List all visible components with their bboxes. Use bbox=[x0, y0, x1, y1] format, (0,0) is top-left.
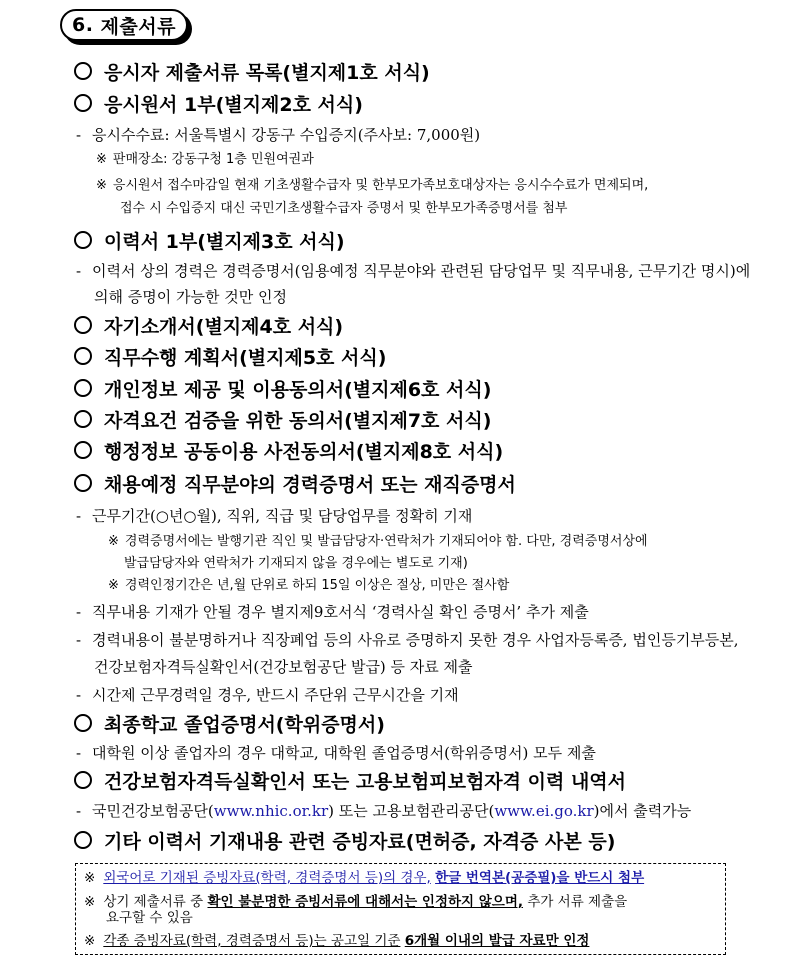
section-title-text: 제출서류 bbox=[100, 15, 176, 38]
item-heading-3: 이력서 1부(별지제3호 서식) bbox=[74, 229, 345, 255]
item-9-detail-3: - 경력내용이 불분명하거나 직장폐업 등의 사유로 증명하지 못한 경우 사업자등록증, 법인등기부등본, bbox=[76, 631, 739, 649]
circle-bullet-icon bbox=[74, 94, 92, 112]
item-heading-7: 자격요건 검증을 위한 동의서(별지제7호 서식) bbox=[74, 408, 491, 434]
item-3-detail-cont: 의해 증명이 가능한 것만 인정 bbox=[94, 288, 287, 306]
item-9-note-2: ※ 경력인정기간은 년,월 단위로 하되 15일 이상은 절상, 미만은 절사함 bbox=[108, 578, 510, 593]
item-heading-1: 응시자 제출서류 목록(별지제1호 서식) bbox=[74, 60, 430, 86]
item-heading-12: 기타 이력서 기재내용 관련 증빙자료(면허증, 자격증 사본 등) bbox=[74, 829, 615, 855]
circle-bullet-icon bbox=[74, 474, 92, 492]
circle-bullet-icon bbox=[74, 410, 92, 428]
notice-line-1: ※ 외국어로 기재된 증빙자료(학력, 경력증명서 등)의 경우, 한글 번역본(공증필)을 반드시 첨부 bbox=[84, 870, 645, 886]
circle-bullet-icon bbox=[74, 62, 92, 80]
item-heading-9: 채용예정 직무분야의 경력증명서 또는 재직증명서 bbox=[74, 472, 516, 498]
notice-line-2-cont: 요구할 수 있음 bbox=[106, 910, 193, 926]
item-heading-10: 최종학교 졸업증명서(학위증명서) bbox=[74, 712, 385, 738]
circle-bullet-icon bbox=[74, 714, 92, 732]
circle-bullet-icon bbox=[74, 831, 92, 849]
item-9-detail-2: - 직무내용 기재가 안될 경우 별지제9호서식 ‘경력사실 확인 증명서’ 추가 제출 bbox=[76, 603, 589, 621]
item-9-detail-3-cont: 건강보험자격득실확인서(건강보험공단 발급) 등 자료 제출 bbox=[94, 658, 473, 676]
item-heading-6: 개인정보 제공 및 이용동의서(별지제6호 서식) bbox=[74, 377, 491, 403]
ei-link[interactable]: www.ei.go.kr bbox=[494, 802, 594, 820]
circle-bullet-icon bbox=[74, 379, 92, 397]
item-heading-2: 응시원서 1부(별지제2호 서식) bbox=[74, 92, 363, 118]
item-9-detail-1: - 근무기간(○년○월), 직위, 직급 및 담당업무를 정확히 기재 bbox=[76, 507, 473, 525]
notice-line-3: ※ 각종 증빙자료(학력, 경력증명서 등)는 공고일 기준 6개월 이내의 발급 자료만 인정 bbox=[84, 933, 590, 949]
circle-bullet-icon bbox=[74, 347, 92, 365]
item-2-detail: - 응시수수료: 서울특별시 강동구 수입증지(주사보: 7,000원) bbox=[76, 126, 481, 144]
section-title bbox=[60, 9, 188, 41]
nhic-link[interactable]: www.nhic.or.kr bbox=[213, 802, 329, 820]
item-2-note-1: ※ 판매장소: 강동구청 1층 민원여권과 bbox=[96, 152, 314, 167]
item-9-detail-4: - 시간제 근무경력일 경우, 반드시 주단위 근무시간을 기재 bbox=[76, 686, 459, 704]
item-heading-8: 행정정보 공동이용 사전동의서(별지제8호 서식) bbox=[74, 439, 503, 465]
item-9-note-1-cont: 발급담당자와 연락처가 기재되지 않을 경우에는 별도로 기재) bbox=[124, 556, 468, 571]
item-heading-5: 직무수행 계획서(별지제5호 서식) bbox=[74, 345, 386, 371]
notice-line-2: ※ 상기 제출서류 중 확인 불분명한 증빙서류에 대해서는 인정하지 않으며, 추가 서류 제출을 bbox=[84, 894, 628, 910]
circle-bullet-icon bbox=[74, 231, 92, 249]
circle-bullet-icon bbox=[74, 771, 92, 789]
circle-bullet-icon bbox=[74, 316, 92, 334]
item-11-detail: - 국민건강보험공단(www.nhic.or.kr) 또는 고용보험관리공단(www.ei.go.kr)에서 출력가능 bbox=[76, 802, 692, 820]
item-2-note-2: ※ 응시원서 접수마감일 현재 기초생활수급자 및 한부모가족보호대상자는 응시수수료가 면제되며, bbox=[96, 178, 649, 193]
item-2-note-2-cont: 접수 시 수입증지 대신 국민기초생활수급자 증명서 및 한부모가족증명서를 첨부 bbox=[120, 201, 568, 216]
circle-bullet-icon bbox=[74, 441, 92, 459]
section-number: 6. bbox=[72, 14, 94, 36]
item-10-detail: - 대학원 이상 졸업자의 경우 대학교, 대학원 졸업증명서(학위증명서) 모두 제출 bbox=[76, 744, 596, 762]
item-heading-11: 건강보험자격득실확인서 또는 고용보험피보험자격 이력 내역서 bbox=[74, 769, 626, 795]
item-heading-4: 자기소개서(별지제4호 서식) bbox=[74, 314, 343, 340]
item-3-detail: - 이력서 상의 경력은 경력증명서(임용예정 직무분야와 관련된 담당업무 및 직무내용, 근무기간 명시)에 bbox=[76, 262, 751, 280]
item-9-note-1: ※ 경력증명서에는 발행기관 직인 및 발급담당자·연락처가 기재되어야 함. 다만, 경력증명서상에 bbox=[108, 534, 648, 549]
